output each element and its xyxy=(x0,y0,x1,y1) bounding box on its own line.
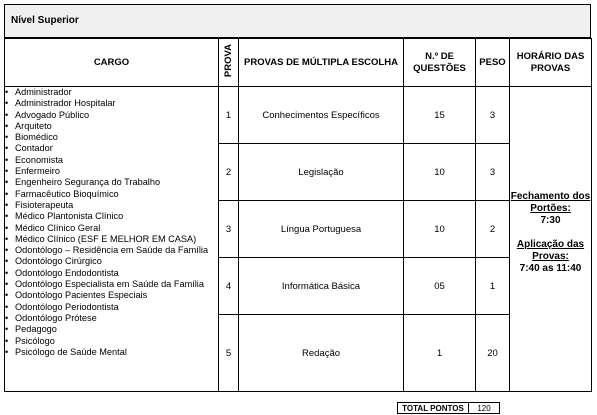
section-title-box xyxy=(4,4,591,38)
list-item: • Pedagogo xyxy=(5,324,218,335)
header-cargo: CARGO xyxy=(5,39,219,87)
prova-peso: 3 xyxy=(476,144,510,201)
list-item: • Contador xyxy=(5,143,218,154)
cargos-list xyxy=(5,87,218,358)
list-item: • Administrador xyxy=(5,87,218,98)
list-item: • Médico Clínico (ESF E MELHOR EM CASA) xyxy=(5,234,218,245)
prova-name: Língua Portuguesa xyxy=(239,201,404,258)
list-item: • Biomédico xyxy=(5,132,218,143)
list-item: • Psicólogo xyxy=(5,336,218,347)
prova-questoes: 15 xyxy=(404,87,476,144)
total-value: 120 xyxy=(469,403,500,414)
prova-peso: 20 xyxy=(476,315,510,392)
fechamento-value: 7:30 xyxy=(540,215,561,226)
header-row xyxy=(5,39,592,87)
list-item: • Arquiteto xyxy=(5,121,218,132)
header-questoes: N.º DE QUESTÕES xyxy=(404,39,476,87)
aplicacao-label: Aplicação das Provas: xyxy=(516,239,585,262)
prova-questoes: 10 xyxy=(404,144,476,201)
header-peso: PESO xyxy=(476,39,510,87)
list-item: • Economista xyxy=(5,155,218,166)
prova-name: Informática Básica xyxy=(239,258,404,315)
list-item: • Médico Plantonista Clínico xyxy=(5,211,218,222)
section-title: Nível Superior xyxy=(11,15,79,26)
aplicacao-value: 7:40 as 11:40 xyxy=(519,263,582,274)
fechamento-label: Fechamento dos Portões: xyxy=(510,191,591,214)
prova-name: Legislação xyxy=(239,144,404,201)
prova-peso: 2 xyxy=(476,201,510,258)
list-item: • Enfermeiro xyxy=(5,166,218,177)
prova-number: 4 xyxy=(219,258,239,315)
prova-questoes: 05 xyxy=(404,258,476,315)
prova-peso: 3 xyxy=(476,87,510,144)
list-item: • Farmacêutico Bioquímico xyxy=(5,189,218,200)
prova-questoes: 1 xyxy=(404,315,476,392)
list-item: • Engenheiro Segurança do Trabalho xyxy=(5,177,218,188)
prova-questoes: 10 xyxy=(404,201,476,258)
list-item: • Odontólogo Prótese xyxy=(5,313,218,324)
list-item: • Administrador Hospitalar xyxy=(5,98,218,109)
prova-number: 2 xyxy=(219,144,239,201)
header-horario: HORÁRIO DAS PROVAS xyxy=(510,39,592,87)
prova-name: Redação xyxy=(239,315,404,392)
header-provas: PROVAS DE MÚLTIPLA ESCOLHA xyxy=(239,39,404,87)
exam-table xyxy=(4,38,592,392)
list-item: • Fisioterapeuta xyxy=(5,200,218,211)
header-prova-label: PROVA xyxy=(222,43,234,78)
list-item: • Odontólogo Cirúrgico xyxy=(5,256,218,267)
list-item: • Odontólogo Periodontista xyxy=(5,302,218,313)
list-item: • Odontólogo Especialista em Saúde da Família xyxy=(5,279,218,290)
list-item: • Psicólogo de Saúde Mental xyxy=(5,347,218,358)
list-item: • Odontólogo – Residência em Saúde da Família xyxy=(5,245,218,256)
prova-name: Conhecimentos Específicos xyxy=(239,87,404,144)
total-row xyxy=(397,402,500,414)
list-item: • Médico Clínico Geral xyxy=(5,223,218,234)
horario-cell xyxy=(510,87,592,392)
prova-number: 1 xyxy=(219,87,239,144)
list-item: • Odontólogo Endodontista xyxy=(5,268,218,279)
cargos-cell xyxy=(5,87,219,392)
list-item: • Advogado Público xyxy=(5,110,218,121)
prova-number: 3 xyxy=(219,201,239,258)
table-row xyxy=(5,87,592,144)
prova-number: 5 xyxy=(219,315,239,392)
list-item: • Odontólogo Pacientes Especiais xyxy=(5,290,218,301)
prova-peso: 1 xyxy=(476,258,510,315)
header-prova xyxy=(219,39,239,87)
total-label: TOTAL PONTOS xyxy=(398,403,469,414)
